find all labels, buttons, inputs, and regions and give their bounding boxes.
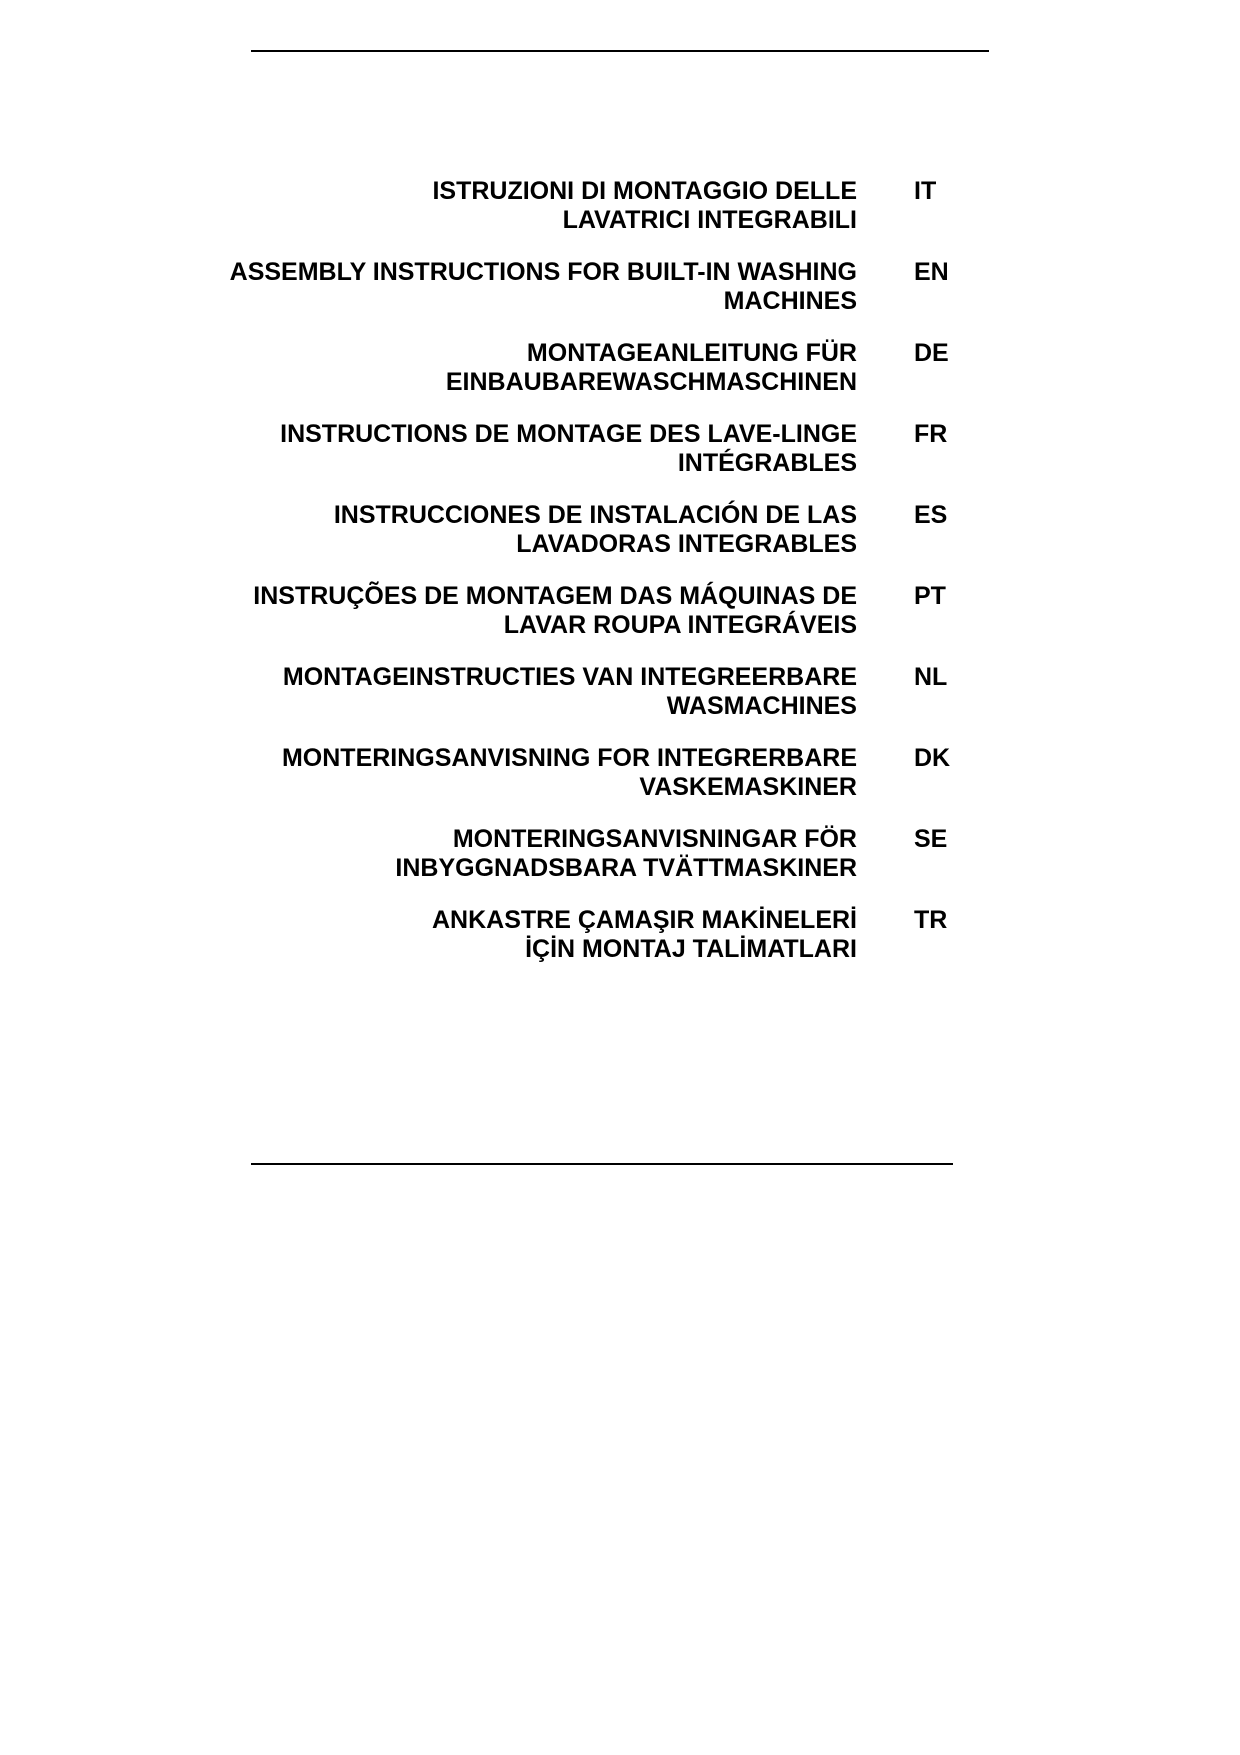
title-line: WASMACHINES — [666, 692, 857, 720]
title-line: LAVADORAS INTEGRABLES — [516, 530, 857, 558]
title-line: MACHINES — [723, 287, 857, 315]
language-entry-pt — [217, 582, 967, 640]
title-line: EINBAUBAREWASCHMASCHINEN — [445, 368, 857, 396]
language-code: EN — [914, 258, 949, 286]
title-line: INSTRUCCIONES DE INSTALACIÓN DE LAS — [333, 501, 857, 529]
title-line: ASSEMBLY INSTRUCTIONS FOR BUILT-IN WASHING — [229, 258, 857, 286]
title-line: İÇİN MONTAJ TALİMATLARI — [525, 935, 857, 963]
title-line: ISTRUZIONI DI MONTAGGIO DELLE — [432, 177, 857, 205]
language-entry-tr — [217, 906, 967, 964]
title-line: ANKASTRE ÇAMAŞIR MAKİNELERİ — [432, 906, 857, 934]
entry-title — [217, 744, 857, 802]
language-code: IT — [914, 177, 937, 205]
language-code: FR — [914, 420, 948, 448]
entry-title — [217, 339, 857, 397]
language-code: DK — [914, 744, 951, 772]
entry-title — [217, 906, 857, 964]
language-code: ES — [914, 501, 948, 529]
entry-title — [217, 825, 857, 883]
top-rule — [251, 50, 989, 52]
entry-title — [217, 177, 857, 235]
title-line: VASKEMASKINER — [639, 773, 857, 801]
language-title-list — [217, 177, 967, 987]
language-entry-dk — [217, 744, 967, 802]
title-line: INBYGGNADSBARA TVÄTTMASKINER — [395, 854, 857, 882]
entry-title — [217, 501, 857, 559]
title-line: MONTERINGSANVISNING FOR INTEGRERBARE — [281, 744, 857, 772]
language-code: TR — [914, 906, 948, 934]
entry-title — [217, 663, 857, 721]
language-entry-nl — [217, 663, 967, 721]
language-code: SE — [914, 825, 948, 853]
title-line: MONTAGEINSTRUCTIES VAN INTEGREERBARE — [282, 663, 857, 691]
title-line: LAVATRICI INTEGRABILI — [562, 206, 857, 234]
entry-title — [217, 582, 857, 640]
title-line: INTÉGRABLES — [677, 449, 857, 477]
bottom-rule — [251, 1163, 953, 1165]
title-line: INSTRUÇÕES DE MONTAGEM DAS MÁQUINAS DE — [253, 582, 857, 610]
title-line: LAVAR ROUPA INTEGRÁVEIS — [503, 611, 857, 639]
language-entry-de — [217, 339, 967, 397]
language-code: PT — [914, 582, 946, 610]
language-entry-en — [217, 258, 967, 316]
language-code: DE — [914, 339, 949, 367]
language-entry-se — [217, 825, 967, 883]
language-entry-it — [217, 177, 967, 235]
title-line: INSTRUCTIONS DE MONTAGE DES LAVE-LINGE — [280, 420, 857, 448]
language-entry-fr — [217, 420, 967, 478]
language-entry-es — [217, 501, 967, 559]
title-line: MONTAGEANLEITUNG FÜR — [526, 339, 857, 367]
entry-title — [217, 420, 857, 478]
language-code: NL — [914, 663, 948, 691]
entry-title — [217, 258, 857, 316]
title-line: MONTERINGSANVISNINGAR FÖR — [452, 825, 857, 853]
